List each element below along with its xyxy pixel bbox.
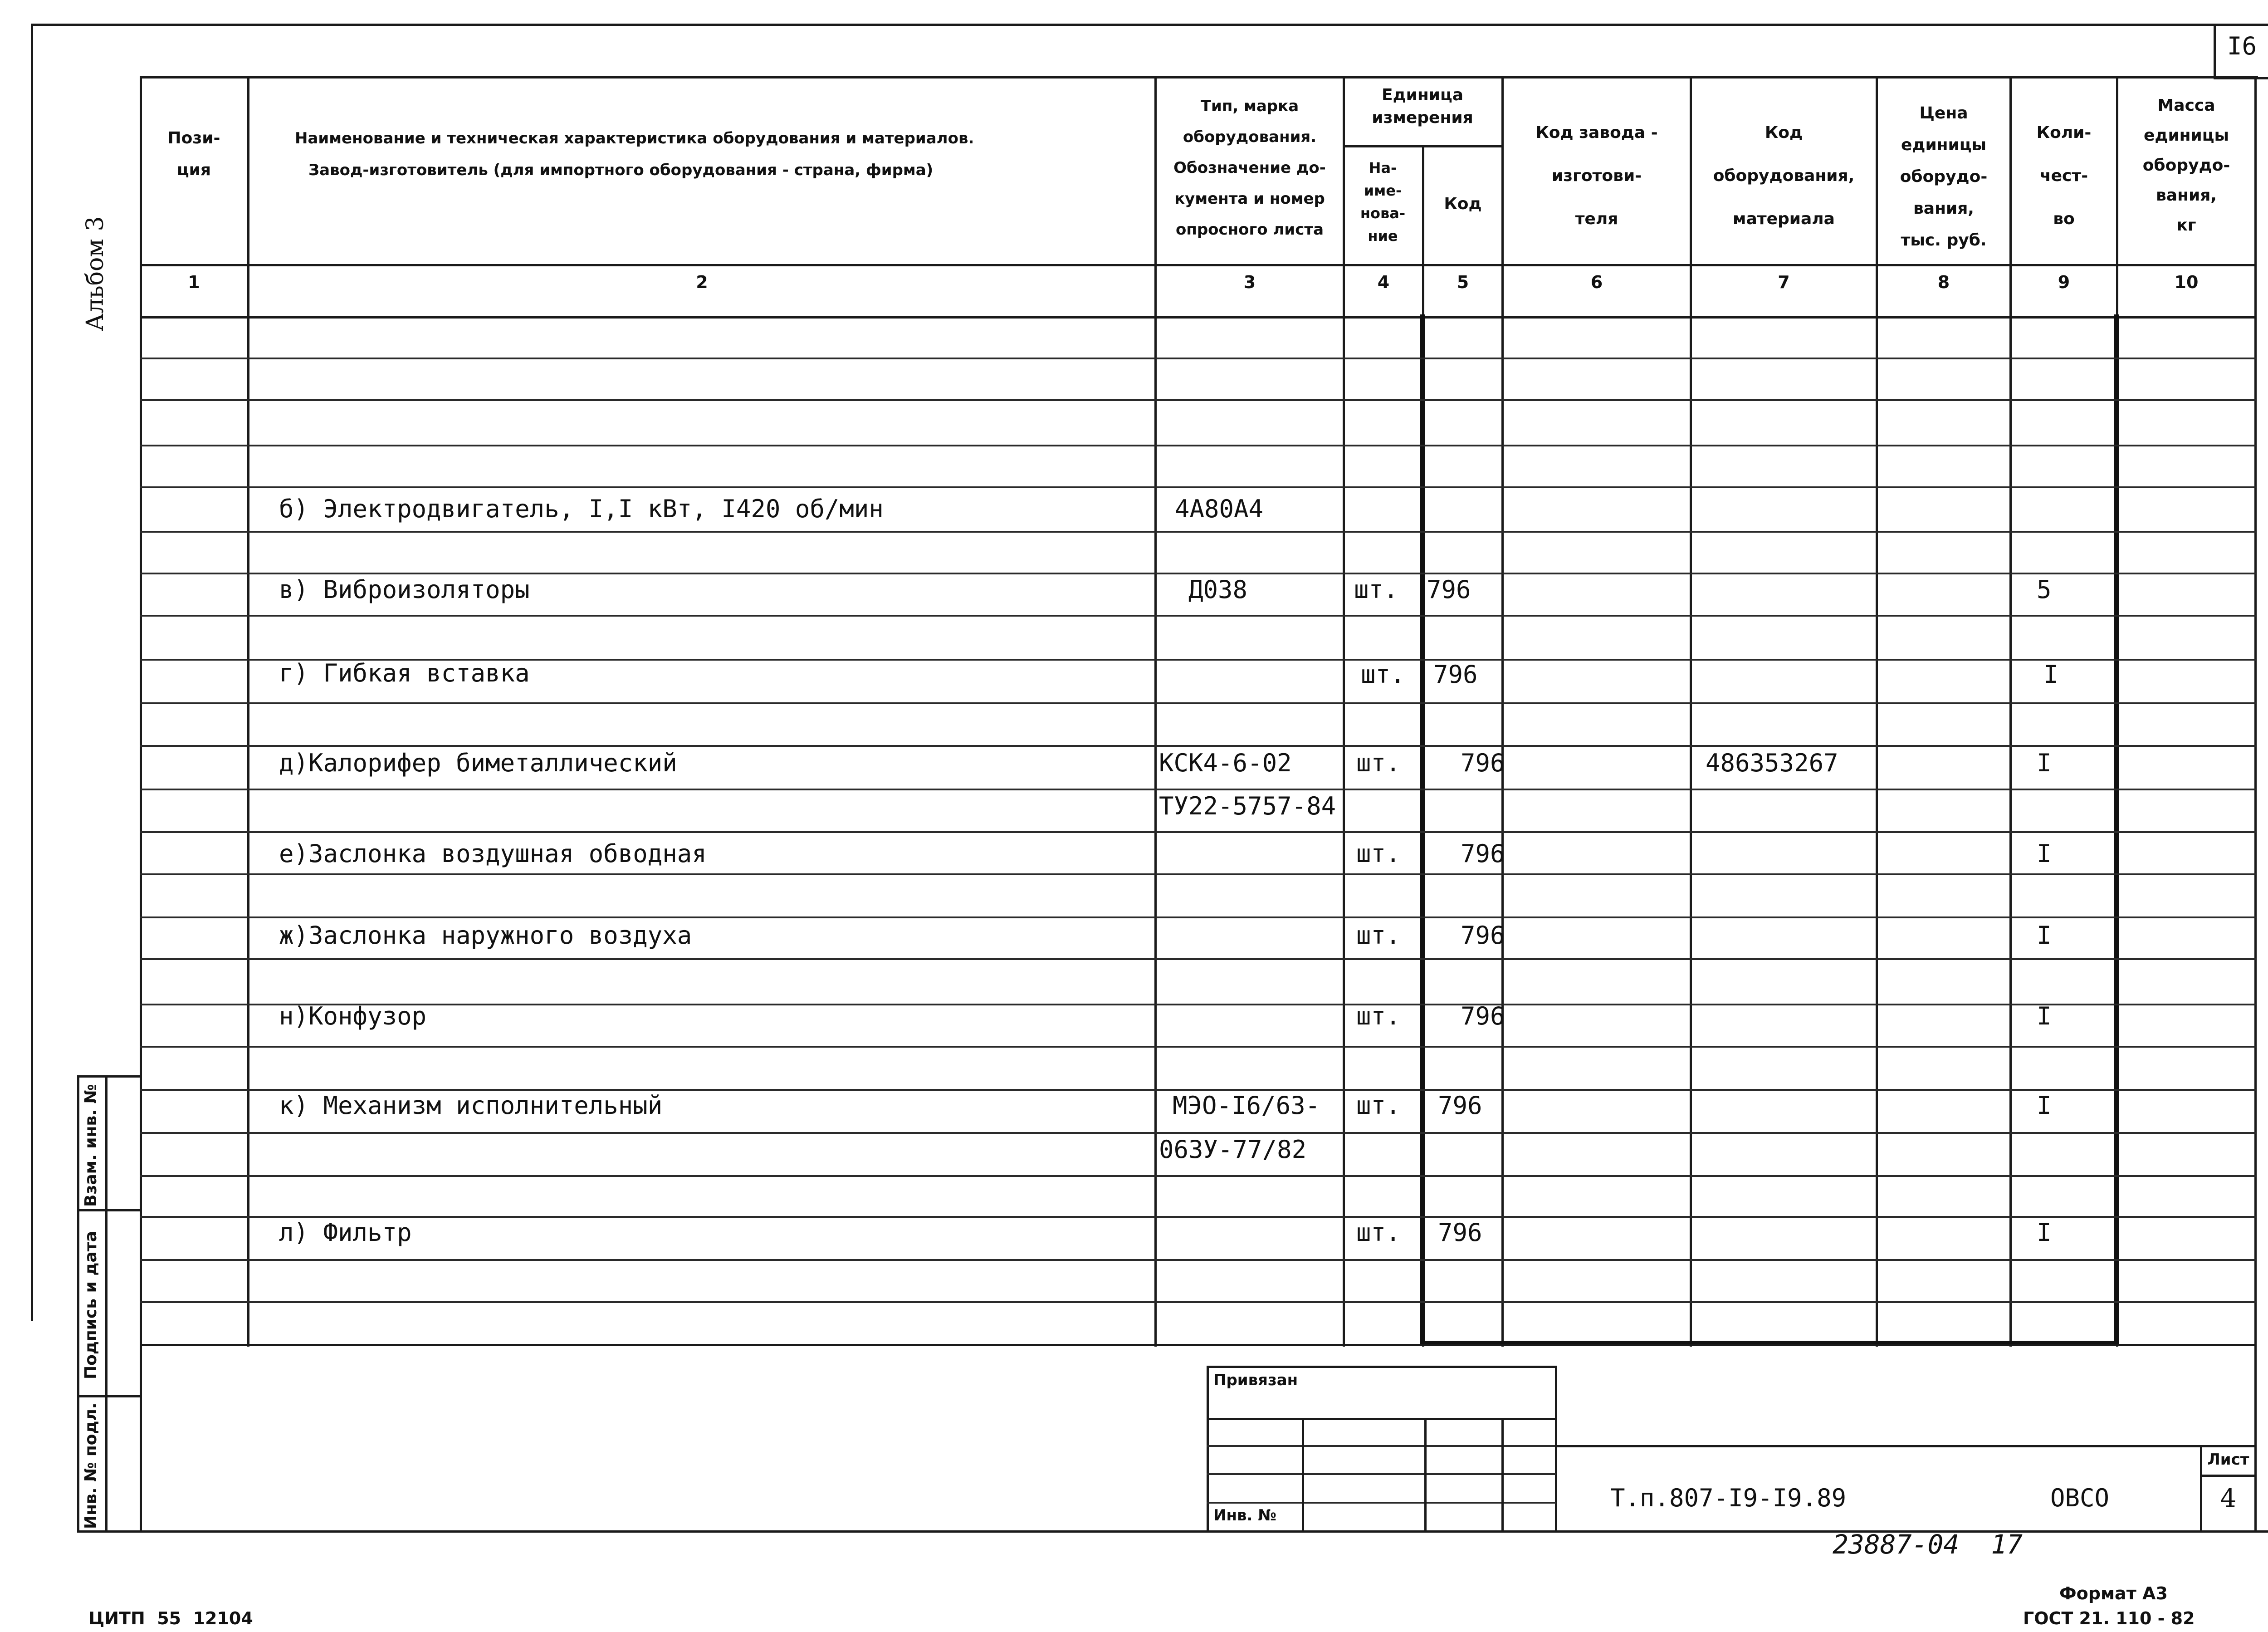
row-name-d: д)Калорифер биметаллический: [279, 749, 677, 777]
col-sep-7: [1876, 76, 1878, 1347]
handwritten-reg-number: 23887-04 17: [1833, 1529, 2023, 1560]
tb-v-2: [1424, 1418, 1427, 1533]
header-col8: Цена единицы оборудо- вания, тыс. руб.: [1900, 104, 1988, 250]
col-number-1: 1: [188, 272, 200, 292]
col-number-9: 9: [2058, 272, 2070, 292]
col-number-3: 3: [1243, 272, 1256, 292]
row-code-n: 796: [1461, 1002, 1505, 1030]
col-sep-2: [1154, 76, 1157, 1347]
row-line: [140, 399, 2256, 401]
stamp-left-line: [77, 1075, 79, 1533]
tb-section: ОВСО: [2050, 1484, 2110, 1512]
row-line: [140, 1132, 2256, 1134]
row-code-d: 796: [1461, 749, 1505, 777]
row-unit-l: шт.: [1356, 1218, 1401, 1247]
col-sep-3: [1343, 76, 1345, 1347]
row-unit-e: шт.: [1356, 839, 1401, 868]
row-qty-e: I: [2037, 839, 2052, 868]
row-code-l: 796: [1438, 1218, 1482, 1247]
row-line: [140, 615, 2256, 617]
album-label: Альбом 3: [82, 216, 109, 331]
row-name-l: л) Фильтр: [279, 1218, 412, 1247]
row-qty-k: I: [2037, 1091, 2052, 1120]
bold-frame-right: [2114, 314, 2119, 1344]
row-name-n: н)Конфузор: [279, 1002, 427, 1030]
citp-label: ЦИТП 55 12104: [88, 1608, 253, 1628]
row-line: [140, 1175, 2256, 1177]
row-unit-g: шт.: [1361, 660, 1405, 689]
row-line: [140, 531, 2256, 533]
table-body-bottom: [140, 1344, 2257, 1346]
tb-v-3: [1501, 1418, 1504, 1533]
format-label: Формат А3: [2059, 1583, 2168, 1603]
row-line: [140, 789, 2256, 790]
row-unit-n: шт.: [1356, 1002, 1401, 1030]
tb-left: [1207, 1366, 1209, 1533]
row-unit-v: шт.: [1354, 575, 1398, 604]
row-mat-d: 486353267: [1706, 749, 1838, 777]
stamp-inner-line: [105, 1075, 108, 1533]
row-code-g: 796: [1433, 660, 1478, 689]
row-line: [140, 1046, 2256, 1048]
tb-v-1: [1302, 1418, 1304, 1533]
row-type2-k: 063У-77/82: [1159, 1135, 1307, 1164]
col-number-5: 5: [1457, 272, 1469, 292]
row-line: [140, 486, 2256, 488]
row-line: [140, 702, 2256, 704]
tb-top: [1207, 1366, 1556, 1368]
tb-privyazan: Привязан: [1213, 1371, 1298, 1389]
row-qty-g: I: [2043, 660, 2058, 689]
tb-doc-code: Т.п.807-I9-I9.89: [1610, 1484, 1847, 1512]
row-qty-v: 5: [2037, 575, 2052, 604]
col-sep-8: [2009, 76, 2012, 1347]
tb-main-top: [1555, 1445, 2256, 1447]
row-type-d: КСК4-6-02: [1159, 749, 1292, 777]
table-top: [140, 76, 2258, 78]
row-qty-l: I: [2037, 1218, 2052, 1247]
frame-top-outer: [31, 24, 2268, 26]
row-line: [140, 745, 2256, 747]
row-qty-zh: I: [2037, 921, 2052, 950]
col-number-7: 7: [1778, 272, 1790, 292]
table-right: [2254, 76, 2257, 1533]
sheet-number-top: I6: [2227, 32, 2257, 60]
header-bottom-line: [140, 264, 2257, 266]
row-name-zh: ж)Заслонка наружного воздуха: [279, 921, 692, 950]
row-code-k: 796: [1438, 1091, 1482, 1120]
number-row-bottom-line: [140, 316, 2257, 319]
frame-left-outer: [31, 24, 33, 1321]
tb-list-number: 4: [2220, 1484, 2237, 1513]
row-line: [140, 916, 2256, 918]
bold-frame-left: [1420, 314, 1425, 1344]
table-left: [140, 76, 142, 1533]
row-line: [140, 1089, 2256, 1091]
row-line: [140, 573, 2256, 574]
gost-label: ГОСТ 21. 110 - 82: [2023, 1608, 2195, 1628]
row-line: [140, 1004, 2256, 1005]
stamp-sep-2: [77, 1395, 141, 1397]
col-sep-1: [247, 76, 249, 1347]
col-number-4: 4: [1377, 272, 1390, 292]
header-col4: На- име- нова- ние: [1360, 159, 1406, 245]
row-line: [140, 1301, 2256, 1303]
tb-list-line: [2200, 1475, 2257, 1477]
header-col7: Код оборудования, материала: [1713, 123, 1855, 228]
tb-inv-no: Инв. №: [1213, 1506, 1277, 1524]
row-type-v: Д038: [1188, 575, 1248, 604]
header-unit-group: Единица измерения: [1372, 86, 1473, 127]
header-col1: Пози- ция: [167, 129, 220, 179]
row-line: [140, 873, 2256, 875]
header-col3: Тип, марка оборудования. Обозначение до- кумента и номер опросного листа: [1173, 97, 1326, 239]
row-line: [140, 1216, 2256, 1218]
row-name-g: г) Гибкая вставка: [279, 659, 530, 687]
row-line: [140, 1259, 2256, 1261]
header-col10: Масса единицы оборудо- вания, кг: [2142, 96, 2230, 235]
row-type2-d: ТУ22-5757-84: [1159, 792, 1336, 820]
col-sep-5: [1501, 76, 1504, 1347]
stamp-top: [77, 1075, 141, 1078]
row-unit-d: шт.: [1356, 749, 1401, 777]
row-line: [140, 445, 2256, 446]
stamp-podpis: Подпись и дата: [82, 1231, 100, 1379]
tb-list-label: Лист: [2207, 1451, 2249, 1469]
header-col6: Код завода - изготови- теля: [1535, 123, 1658, 228]
col-number-2: 2: [696, 272, 708, 292]
row-line: [140, 958, 2256, 960]
stamp-inv: Инв. № подл.: [82, 1402, 100, 1529]
row-type-b: 4А80А4: [1175, 495, 1264, 523]
row-name-v: в) Виброизоляторы: [279, 575, 530, 604]
header-col5: Код: [1444, 195, 1482, 213]
col-sep-6: [1690, 76, 1692, 1347]
row-code-v: 796: [1427, 575, 1471, 604]
row-name-k: к) Механизм исполнительный: [279, 1091, 663, 1120]
row-line: [140, 831, 2256, 833]
row-line: [140, 358, 2256, 359]
row-code-zh: 796: [1461, 921, 1505, 950]
row-name-b: б) Электродвигатель, I,I кВт, I420 об/мин: [279, 495, 884, 523]
unit-group-line: [1343, 145, 1502, 147]
stamp-sep-1: [77, 1209, 141, 1211]
col-number-10: 10: [2174, 272, 2199, 292]
row-name-e: е)Заслонка воздушная обводная: [279, 839, 707, 868]
row-type-k: МЭО-I6/63-: [1173, 1091, 1320, 1120]
header-col9: Коли- чест- во: [2036, 123, 2092, 228]
row-unit-zh: шт.: [1356, 921, 1401, 950]
row-qty-d: I: [2037, 749, 2052, 777]
header-col2: Наименование и техническая характеристика оборудования и материалов. Завод-изготовитель (для импортного оборудования - страна, фирма): [295, 129, 974, 179]
row-qty-n: I: [2037, 1002, 2052, 1030]
col-number-6: 6: [1590, 272, 1603, 292]
row-code-e: 796: [1461, 839, 1505, 868]
row-unit-k: шт.: [1356, 1091, 1401, 1120]
tb-right-inner: [1555, 1366, 1557, 1533]
col-number-8: 8: [1937, 272, 1950, 292]
stamp-vzam: Взам. инв. №: [82, 1084, 100, 1207]
